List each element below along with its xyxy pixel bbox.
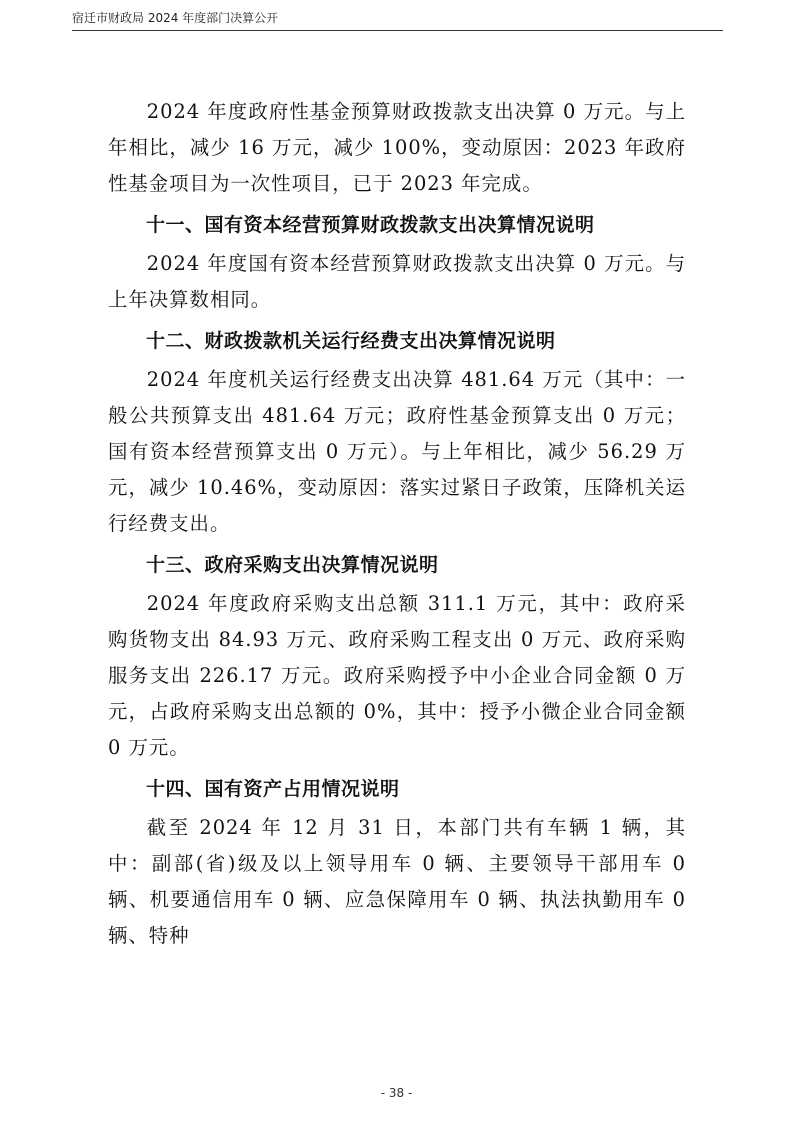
paragraph-operating-expenses: 2024 年度机关运行经费支出决算 481.64 万元（其中：一般公共预算支出 481.64 万元；政府性基金预算支出 0 万元；国有资本经营预算支出 0 万元）。与上年相比，减少 56.29 万元，减少 10.46%，变动原因：落实过紧日子政策，压降机关运行经费支出。 bbox=[108, 368, 686, 535]
page-header bbox=[72, 8, 723, 31]
heading-section-13: 十三、政府采购支出决算情况说明 bbox=[146, 554, 439, 576]
heading-section-11: 十一、国有资本经营预算财政拨款支出决算情况说明 bbox=[146, 214, 595, 236]
heading-section-14: 十四、国有资产占用情况说明 bbox=[146, 778, 400, 800]
paragraph-state-assets: 截至 2024 年 12 月 31 日，本部门共有车辆 1 辆，其中：副部(省)级及以上领导用车 0 辆、主要领导干部用车 0 辆、机要通信用车 0 辆、应急保障用车 0 辆、执法执勤用车 0 辆、特种 bbox=[108, 816, 686, 947]
heading-section-12: 十二、财政拨款机关运行经费支出决算情况说明 bbox=[146, 330, 556, 352]
document-body bbox=[108, 94, 686, 954]
paragraph-procurement: 2024 年度政府采购支出总额 311.1 万元，其中：政府采购货物支出 84.93 万元、政府采购工程支出 0 万元、政府采购服务支出 226.17 万元。政府采购授予中小企业合同金额 0 万元，占政府采购支出总额的 0%，其中：授予小微企业合同金额 0 万元。 bbox=[108, 592, 686, 759]
header-title: 宿迁市财政局 2024 年度部门决算公开 bbox=[72, 11, 279, 25]
page-number: - 38 - bbox=[380, 1086, 413, 1100]
paragraph-state-capital: 2024 年度国有资本经营预算财政拨款支出决算 0 万元。与上年决算数相同。 bbox=[108, 252, 686, 311]
paragraph-government-fund: 2024 年度政府性基金预算财政拨款支出决算 0 万元。与上年相比，减少 16 万元，减少 100%，变动原因：2023 年政府性基金项目为一次性项目，已于 2023 年完成。 bbox=[108, 100, 686, 195]
